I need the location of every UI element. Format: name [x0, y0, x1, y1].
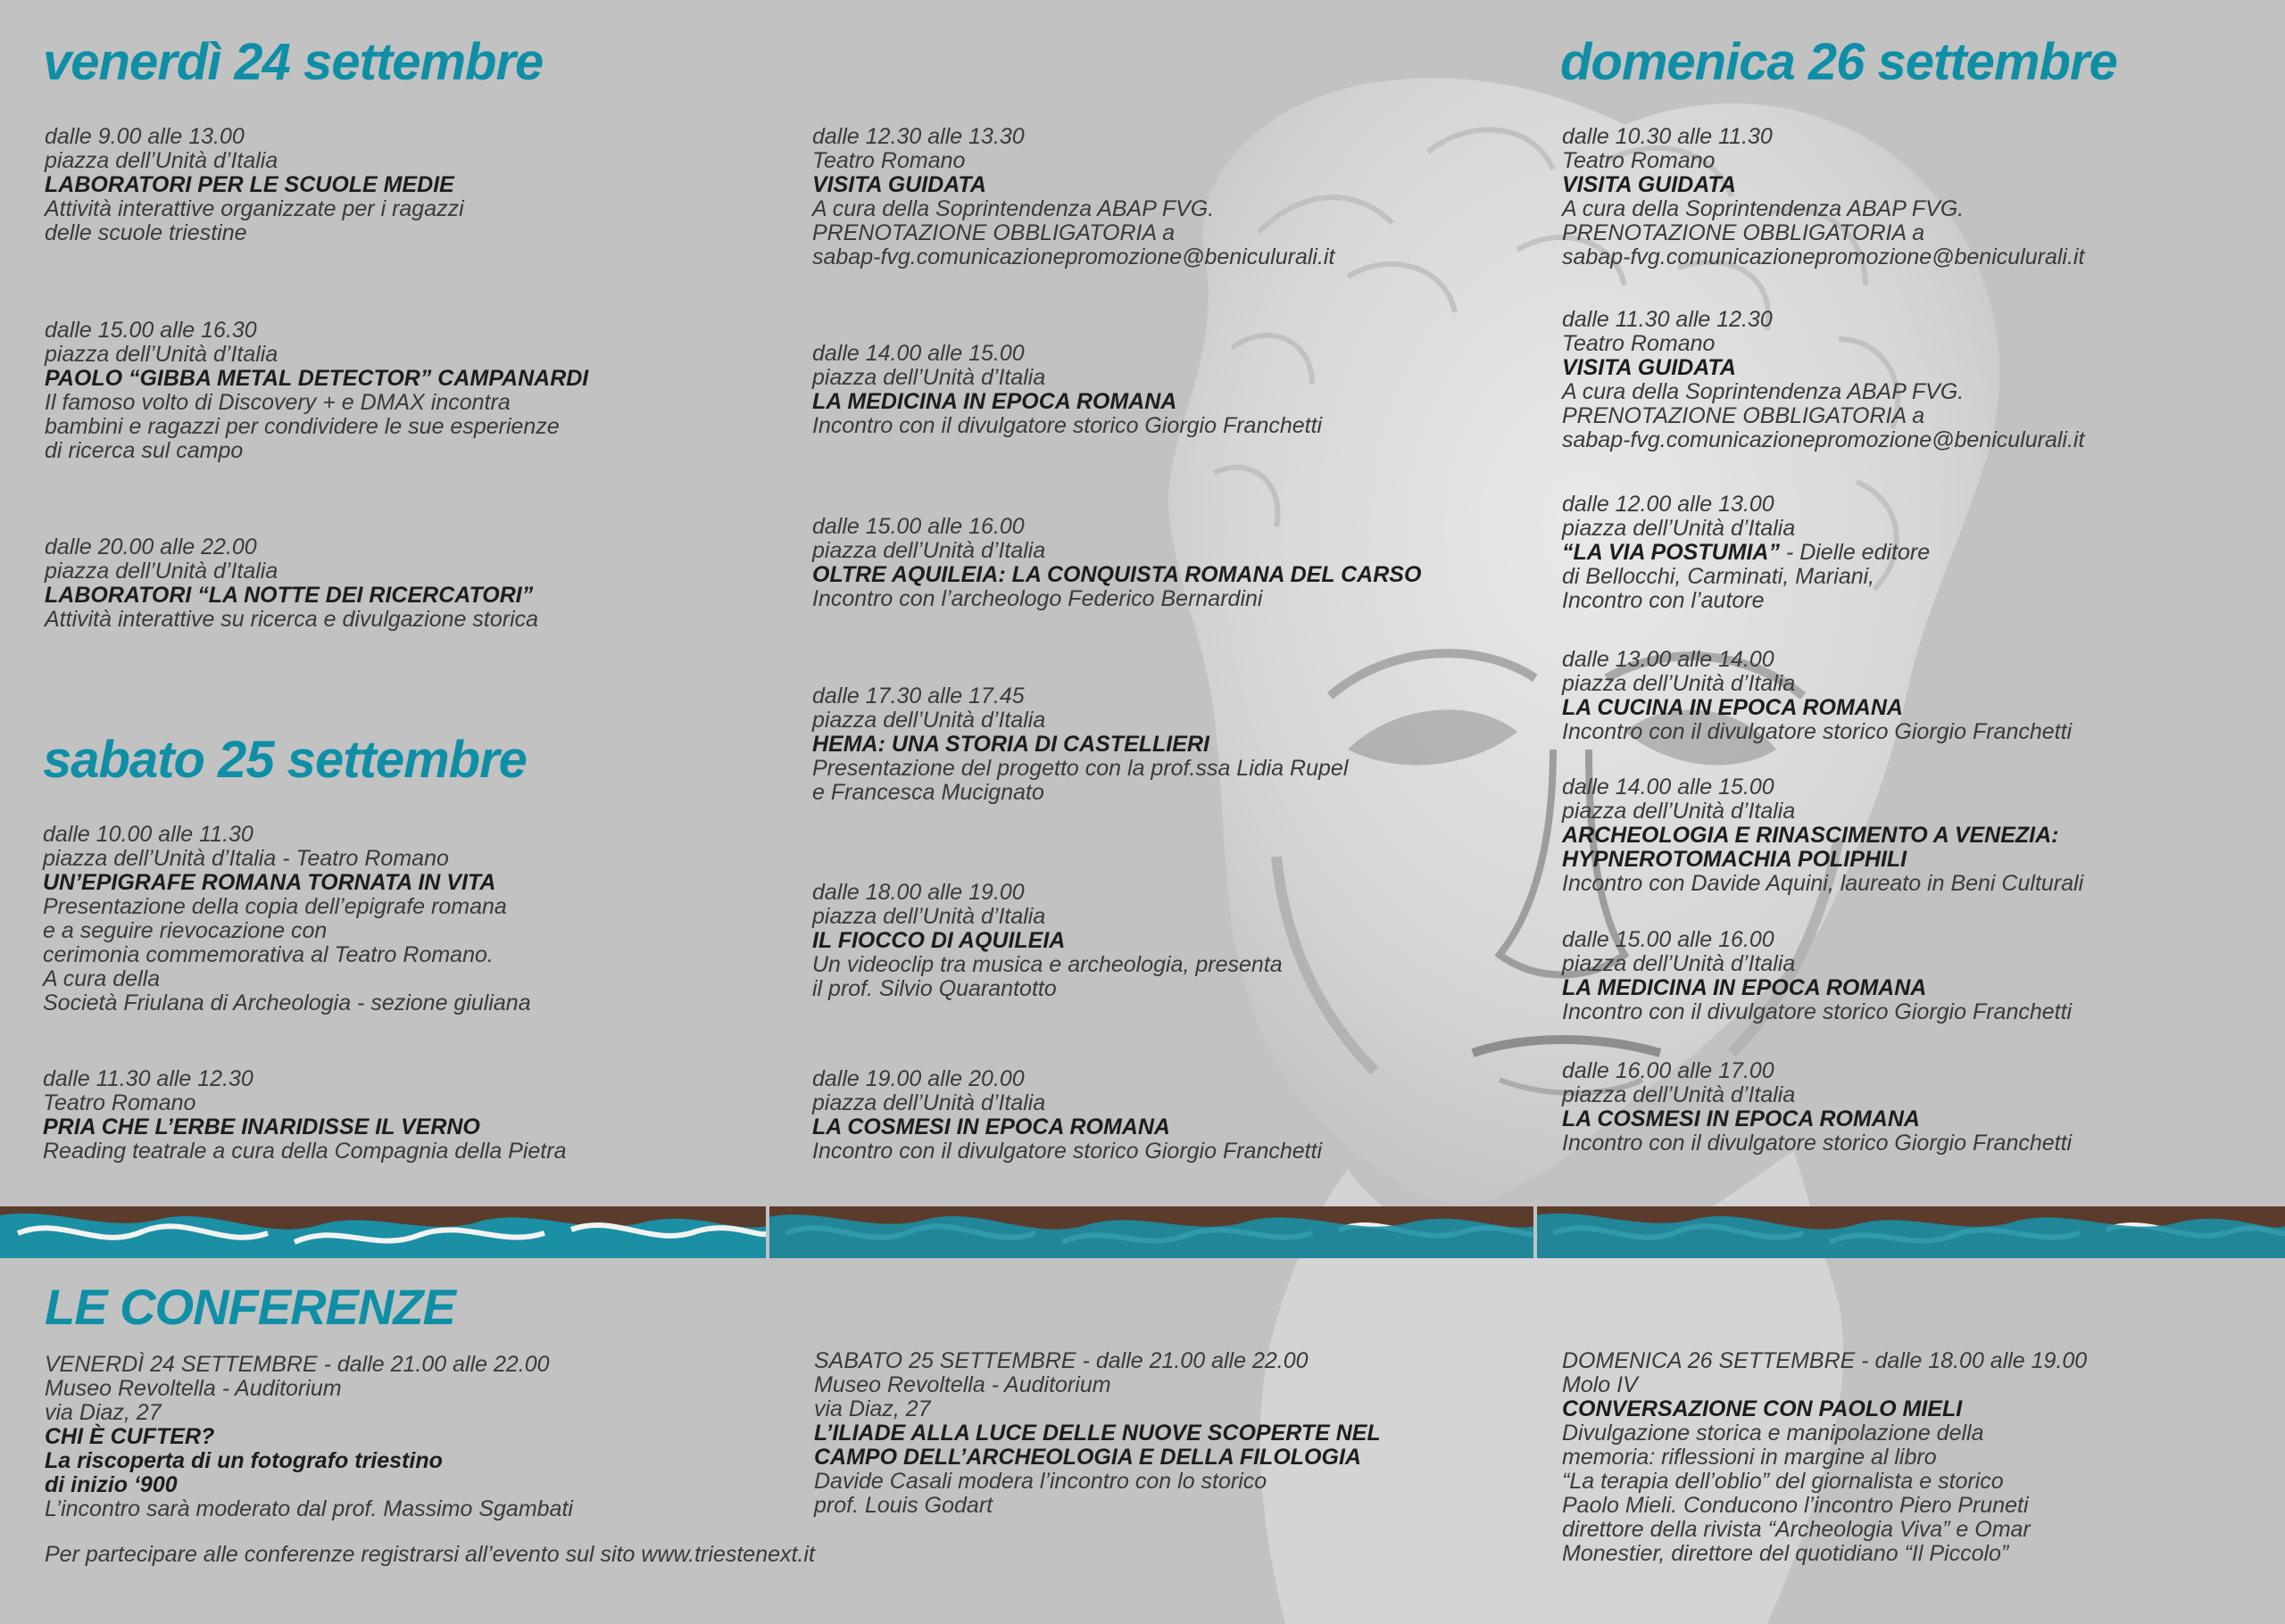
conference-title: CAMPO DELL’ARCHEOLOGIA E DELLA FILOLOGIA — [814, 1445, 1361, 1470]
event — [43, 1067, 566, 1164]
event-desc: Presentazione del progetto con la prof.ssa Lidia Rupel — [812, 756, 1349, 781]
conference-place: Museo Revoltella - Auditorium — [814, 1372, 1111, 1397]
event-desc: Attività interattive organizzate per i ragazzi — [45, 196, 464, 221]
event-desc: A cura della — [43, 966, 161, 991]
event-time: dalle 12.30 alle 13.30 — [812, 124, 1025, 149]
conference-title: CONVERSAZIONE CON PAOLO MIELI — [1562, 1396, 1963, 1421]
event-time: dalle 10.30 alle 11.30 — [1562, 124, 1773, 149]
event — [812, 684, 1348, 805]
conference — [45, 1353, 573, 1521]
conference-place: Molo IV — [1562, 1372, 1638, 1397]
event-place: Teatro Romano — [1562, 331, 1716, 356]
conference-saturday — [814, 1349, 1381, 1518]
event-desc: e Francesca Mucignato — [812, 780, 1044, 805]
event — [1562, 928, 2072, 1024]
event — [812, 515, 1421, 611]
conference-desc: prof. Louis Godart — [814, 1493, 993, 1518]
event-place: piazza dell’Unità d’Italia — [1562, 951, 1796, 976]
event-desc: Il famoso volto di Discovery + e DMAX incontra — [45, 390, 511, 415]
event — [45, 535, 538, 632]
email-link[interactable]: sabap-fvg.comunicazionepromozione@beniculurali.it — [1562, 427, 2085, 452]
event-title-text: “LA VIA POSTUMIA” — [1562, 540, 1780, 565]
event-title: LA MEDICINA IN EPOCA ROMANA — [812, 389, 1177, 414]
event-time: dalle 14.00 alle 15.00 — [1562, 775, 1774, 800]
decorative-band — [0, 1206, 2285, 1258]
event-time: dalle 11.30 alle 12.30 — [1562, 307, 1773, 332]
conference-time: - dalle 21.00 alle 22.00 — [1076, 1348, 1309, 1373]
event-place: Teatro Romano — [43, 1090, 196, 1115]
event-title: IL FIOCCO DI AQUILEIA — [812, 928, 1066, 953]
conference-place: via Diaz, 27 — [814, 1396, 931, 1421]
event — [1562, 1059, 2072, 1156]
event — [1562, 493, 1930, 613]
event-title: LA MEDICINA IN EPOCA ROMANA — [1562, 975, 1927, 1000]
event-title: LA COSMESI IN EPOCA ROMANA — [812, 1114, 1170, 1139]
event-title: VISITA GUIDATA — [1562, 172, 1736, 197]
event-time: dalle 12.00 alle 13.00 — [1562, 492, 1774, 517]
conference-desc: “La terapia dell’oblio” del giornalista e storico — [1562, 1469, 2004, 1494]
event-time: dalle 19.00 alle 20.00 — [812, 1066, 1025, 1091]
conference-day: VENERDÌ 24 SETTEMBRE — [45, 1352, 318, 1377]
event-desc: bambini e ragazzi per condividere le sue esperienze — [45, 414, 560, 439]
event-time: dalle 18.00 alle 19.00 — [812, 880, 1025, 905]
event-desc: Un videoclip tra musica e archeologia, presenta — [812, 952, 1283, 977]
event-title: LABORATORI “LA NOTTE DEI RICERCATORI” — [45, 583, 534, 608]
event-desc: Incontro con l’autore — [1562, 588, 1765, 613]
event-place: piazza dell’Unità d’Italia — [812, 538, 1046, 563]
event-title: VISITA GUIDATA — [1562, 355, 1736, 380]
email-link[interactable]: sabap-fvg.comunicazionepromozione@beniculurali.it — [1562, 244, 2085, 269]
event-desc: Attività interattive su ricerca e divulgazione storica — [45, 607, 539, 632]
event-place: piazza dell’Unità d’Italia — [45, 342, 278, 367]
conference-title: La riscoperta di un fotografo triestino — [45, 1448, 443, 1473]
event-title: OLTRE AQUILEIA: LA CONQUISTA ROMANA DEL CARSO — [812, 562, 1422, 587]
event-desc: delle scuole triestine — [45, 220, 247, 245]
event — [43, 823, 531, 1015]
conference-desc: Divulgazione storica e manipolazione della — [1562, 1421, 1984, 1446]
event-place: piazza dell’Unità d’Italia - Teatro Romano — [43, 846, 449, 871]
conference — [1562, 1349, 2087, 1566]
event-desc: Incontro con l’archeologo Federico Bernardini — [812, 586, 1263, 611]
event-desc: PRENOTAZIONE OBBLIGATORIA a — [812, 220, 1176, 245]
event-time: dalle 10.00 alle 11.30 — [43, 822, 253, 847]
event-title: LA COSMESI IN EPOCA ROMANA — [1562, 1106, 1920, 1131]
event-place: piazza dell’Unità d’Italia — [45, 148, 278, 173]
conference-date — [45, 1353, 573, 1377]
event-desc: A cura della Soprintendenza ABAP FVG. — [1562, 196, 1965, 221]
event — [45, 319, 588, 463]
event-title: PRIA CHE L’ERBE INARIDISSE IL VERNO — [43, 1114, 480, 1139]
conference-time: - dalle 21.00 alle 22.00 — [318, 1352, 550, 1377]
conferences-heading: LE CONFERENZE — [45, 1279, 455, 1335]
event-place: piazza dell’Unità d’Italia — [812, 904, 1046, 929]
event-desc: A cura della Soprintendenza ABAP FVG. — [1562, 379, 1965, 404]
event — [45, 125, 464, 245]
conference-title: L’ILIADE ALLA LUCE DELLE NUOVE SCOPERTE NEL — [814, 1421, 1381, 1446]
event-desc: Reading teatrale a cura della Compagnia della Pietra — [43, 1139, 567, 1164]
event-desc: PRENOTAZIONE OBBLIGATORIA a — [1562, 220, 1925, 245]
event — [1562, 125, 2084, 269]
event-title: ARCHEOLOGIA E RINASCIMENTO A VENEZIA: — [1562, 823, 2059, 848]
event-desc: di ricerca sul campo — [45, 438, 244, 463]
conference-friday — [45, 1353, 573, 1521]
event — [812, 1067, 1322, 1164]
event-title: LA CUCINA IN EPOCA ROMANA — [1562, 695, 1903, 720]
event — [1562, 308, 2084, 452]
event-title — [1562, 541, 1930, 565]
event — [812, 881, 1283, 1001]
event-desc: Presentazione della copia dell’epigrafe romana — [43, 894, 507, 919]
conference-date — [1562, 1349, 2087, 1373]
event-place: piazza dell’Unità d’Italia — [812, 1090, 1046, 1115]
event — [1562, 648, 2072, 744]
registration-note[interactable]: Per partecipare alle conferenze registrarsi all’evento sul sito www.triestenext.it — [45, 1542, 815, 1567]
event-desc: Società Friulana di Archeologia - sezione giuliana — [43, 990, 531, 1015]
event — [812, 342, 1322, 438]
event-place: piazza dell’Unità d’Italia — [45, 559, 278, 584]
event-time: dalle 13.00 alle 14.00 — [1562, 647, 1774, 672]
event-title: UN’EPIGRAFE ROMANA TORNATA IN VITA — [43, 870, 496, 895]
conference-title: CHI È CUFTER? — [45, 1424, 215, 1449]
conference-day: SABATO 25 SETTEMBRE — [814, 1348, 1076, 1373]
event-time: dalle 15.00 alle 16.00 — [812, 514, 1025, 539]
event-desc: A cura della Soprintendenza ABAP FVG. — [812, 196, 1215, 221]
event-desc: Incontro con il divulgatore storico Giorgio Franchetti — [1562, 719, 2073, 744]
conference-time: - dalle 18.00 alle 19.00 — [1855, 1348, 2087, 1373]
event-time: dalle 15.00 alle 16.30 — [45, 318, 257, 343]
event-time: dalle 11.30 alle 12.30 — [43, 1066, 253, 1091]
conference-desc: Davide Casali modera l’incontro con lo storico — [814, 1469, 1267, 1494]
conference-desc: Monestier, direttore del quotidiano “Il Piccolo” — [1562, 1541, 2009, 1566]
email-link[interactable]: sabap-fvg.comunicazionepromozione@beniculurali.it — [812, 244, 1335, 269]
conference-sunday — [1562, 1349, 2087, 1566]
event — [812, 125, 1334, 269]
event-title: LABORATORI PER LE SCUOLE MEDIE — [45, 172, 454, 197]
event-desc: Incontro con Davide Aquini, laureato in Beni Culturali — [1562, 871, 2084, 896]
conference-desc: L’incontro sarà moderato dal prof. Massimo Sgambati — [45, 1496, 573, 1521]
event-time: dalle 14.00 alle 15.00 — [812, 341, 1025, 366]
event-title: HEMA: UNA STORIA DI CASTELLIERI — [812, 732, 1209, 757]
sunday-heading: domenica 26 settembre — [1560, 33, 2117, 91]
conference-desc: direttore della rivista “Archeologia Viva” e Omar — [1562, 1517, 2031, 1542]
event-desc: cerimonia commemorativa al Teatro Romano. — [43, 942, 494, 967]
event-desc: Incontro con il divulgatore storico Giorgio Franchetti — [812, 413, 1323, 438]
event-place: Teatro Romano — [812, 148, 966, 173]
conference-date — [814, 1349, 1381, 1373]
conference-desc: memoria: riflessioni in margine al libro — [1562, 1445, 1937, 1470]
event-place: piazza dell’Unità d’Italia — [1562, 516, 1796, 541]
event-place: piazza dell’Unità d’Italia — [812, 365, 1046, 390]
event-desc: Incontro con il divulgatore storico Giorgio Franchetti — [1562, 999, 2073, 1024]
event-place: piazza dell’Unità d’Italia — [1562, 1082, 1796, 1107]
event-title: HYPNEROTOMACHIA POLIPHILI — [1562, 847, 1907, 872]
conference-day: DOMENICA 26 SETTEMBRE — [1562, 1348, 1856, 1373]
event-desc: e a seguire rievocazione con — [43, 918, 328, 943]
saturday-heading: sabato 25 settembre — [43, 731, 527, 789]
conference-place: Museo Revoltella - Auditorium — [45, 1376, 342, 1401]
event-title: PAOLO “GIBBA METAL DETECTOR” CAMPANARDI — [45, 366, 589, 391]
conference-place: via Diaz, 27 — [45, 1400, 162, 1425]
event-time: dalle 16.00 alle 17.00 — [1562, 1058, 1774, 1083]
event-desc: di Bellocchi, Carminati, Mariani, — [1562, 564, 1875, 589]
event-place: Teatro Romano — [1562, 148, 1716, 173]
event-place: piazza dell’Unità d’Italia — [812, 708, 1046, 733]
event-desc: il prof. Silvio Quarantotto — [812, 976, 1057, 1001]
conference-desc: Paolo Mieli. Conducono l’incontro Piero Pruneti — [1562, 1493, 2029, 1518]
event-desc: PRENOTAZIONE OBBLIGATORIA a — [1562, 403, 1925, 428]
event-desc: Incontro con il divulgatore storico Giorgio Franchetti — [812, 1139, 1323, 1164]
event-time: dalle 15.00 alle 16.00 — [1562, 927, 1774, 952]
event-place: piazza dell’Unità d’Italia — [1562, 671, 1796, 696]
event — [1562, 775, 2083, 896]
event-place: piazza dell’Unità d’Italia — [1562, 799, 1796, 824]
conference — [814, 1349, 1381, 1518]
friday-heading: venerdì 24 settembre — [43, 33, 544, 91]
event-title: VISITA GUIDATA — [812, 172, 986, 197]
event-time: dalle 17.30 alle 17.45 — [812, 684, 1025, 708]
conference-title: di inizio ‘900 — [45, 1472, 178, 1497]
event-time: dalle 9.00 alle 13.00 — [45, 124, 245, 149]
event-title-publisher: - Dielle editore — [1780, 540, 1930, 565]
event-desc: Incontro con il divulgatore storico Giorgio Franchetti — [1562, 1131, 2073, 1156]
event-time: dalle 20.00 alle 22.00 — [45, 534, 257, 559]
